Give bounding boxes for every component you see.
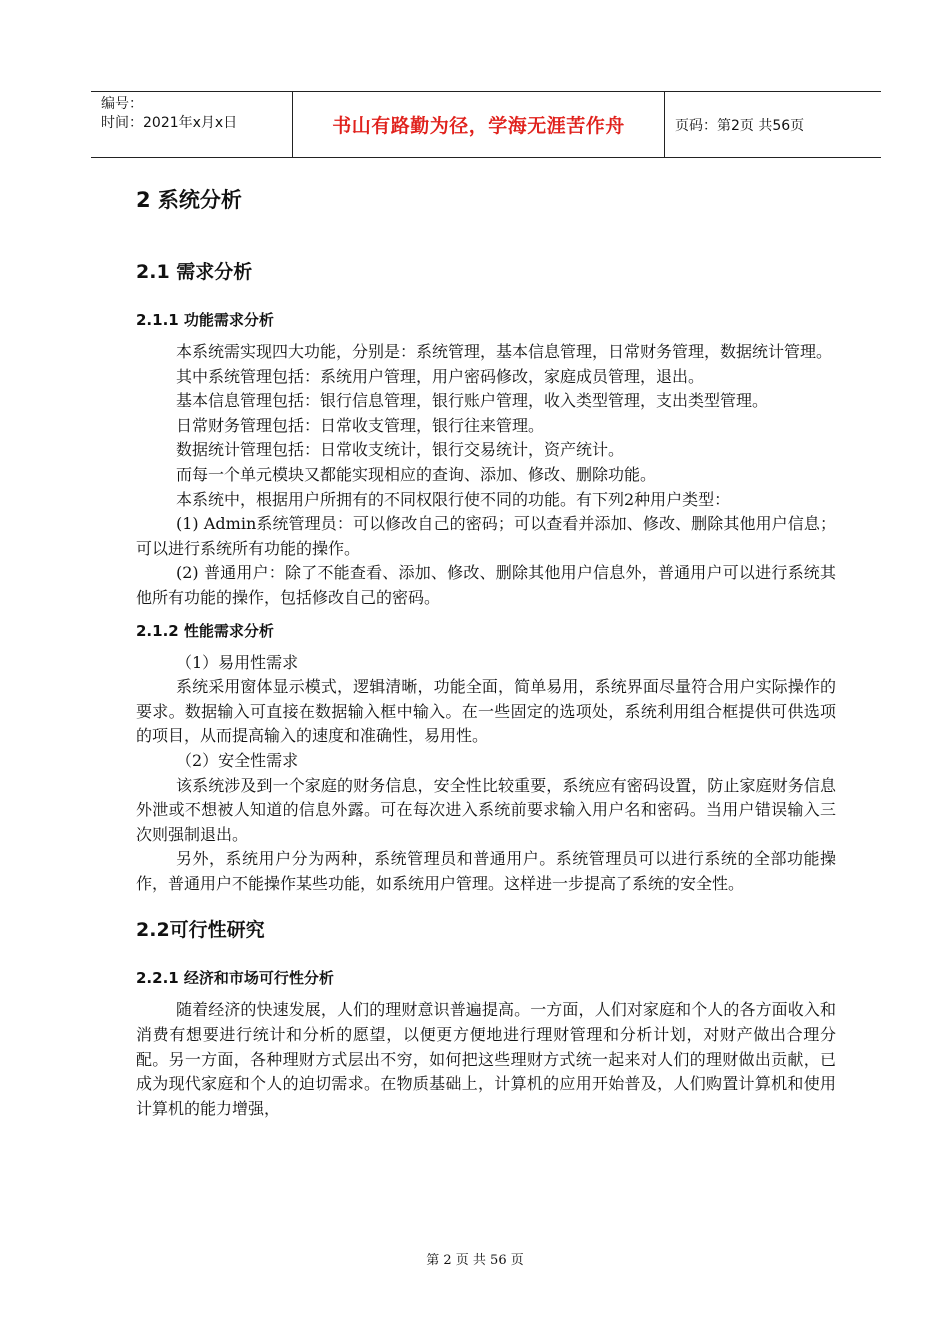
paragraph: 基本信息管理包括：银行信息管理，银行账户管理，收入类型管理，支出类型管理。 (176, 391, 769, 411)
header-info-cell (91, 92, 293, 157)
heading-2-1-2: 2.1.2 性能需求分析 (136, 621, 274, 640)
header-page-cell (665, 92, 881, 157)
paragraph: 随着经济的快速发展，人们的理财意识普遍提高。一方面，人们对家庭和个人的各方面收入和消费有想要进行统计和分析的愿望，以便更方便地进行理财管理和分析计划，对财产做出合理分配。另一方面，各种理财方式层出不穷，如何把这些理财方式统一起来对人们的理财做出贡献，已成为现代家庭和个人的迫切需求。在物质基础上，计算机的应用开始普及，人们购置计算机和使用计算机的能力增强， (136, 1000, 836, 1118)
paragraph: 该系统涉及到一个家庭的财务信息，安全性比较重要，系统应有密码设置，防止家庭财务信息外泄或不想被人知道的信息外露。可在每次进入系统前要求输入用户名和密码。当用户错误输入三次则强制退出。 (136, 775, 836, 844)
subsection-title-2-1: 2.1 需求分析 (136, 261, 253, 283)
paragraph: 另外，系统用户分为两种，系统管理员和普通用户。系统管理员可以进行系统的全部功能操作，普通用户不能操作某些功能，如系统用户管理。这样进一步提高了系统的安全性。 (136, 849, 836, 893)
paragraph: 系统采用窗体显示模式，逻辑清晰，功能全面，简单易用，系统界面尽量符合用户实际操作的要求。数据输入可直接在数据输入框中输入。在一些固定的选项处，系统利用组合框提供可供选项的项目，从而提高输入的速度和准确性，易用性。 (136, 677, 836, 746)
list-item: （1）易用性需求 (176, 652, 299, 672)
section-title: 2 系统分析 (136, 188, 242, 212)
time-label: 时间：2021年x月x日 (101, 115, 238, 131)
list-item: (1) Admin系统管理员：可以修改自己的密码；可以查看并添加、修改、删除其他用户信息；可以进行系统所有功能的操作。 (136, 514, 836, 558)
header-motto-cell (293, 92, 665, 157)
paragraph: 数据统计管理包括：日常收支统计，银行交易统计，资产统计。 (176, 440, 625, 460)
footer-page-number: 第 2 页 共 56 页 (426, 1253, 524, 1268)
heading-2-1-1: 2.1.1 功能需求分析 (136, 311, 274, 329)
motto-text: 书山有路勤为径，学海无涯苦作舟 (332, 115, 625, 137)
list-item: (2) 普通用户：除了不能查看、添加、修改、删除其他用户信息外，普通用户可以进行系统其他所有功能的操作，包括修改自己的密码。 (136, 563, 836, 607)
page-info: 页码：第2页 共56页 (675, 117, 805, 134)
paragraph: 其中系统管理包括：系统用户管理，用户密码修改，家庭成员管理，退出。 (176, 366, 705, 386)
subsection-title-2-2: 2.2可行性研究 (136, 919, 265, 942)
document-body (136, 180, 836, 1121)
paragraph: 而每一个单元模块又都能实现相应的查询、添加、修改、删除功能。 (176, 464, 657, 484)
page-header (91, 91, 881, 158)
number-label: 编号： (101, 96, 143, 112)
page-footer (0, 1249, 950, 1268)
paragraph: 日常财务管理包括：日常收支管理，银行往来管理。 (176, 415, 545, 435)
heading-2-2-1: 2.2.1 经济和市场可行性分析 (136, 969, 334, 988)
paragraph: 本系统需实现四大功能，分别是：系统管理，基本信息管理，日常财务管理，数据统计管理。 (176, 342, 833, 361)
list-item: （2）安全性需求 (176, 750, 299, 770)
paragraph: 本系统中，根据用户所拥有的不同权限行使不同的功能。有下列2种用户类型： (176, 489, 731, 509)
